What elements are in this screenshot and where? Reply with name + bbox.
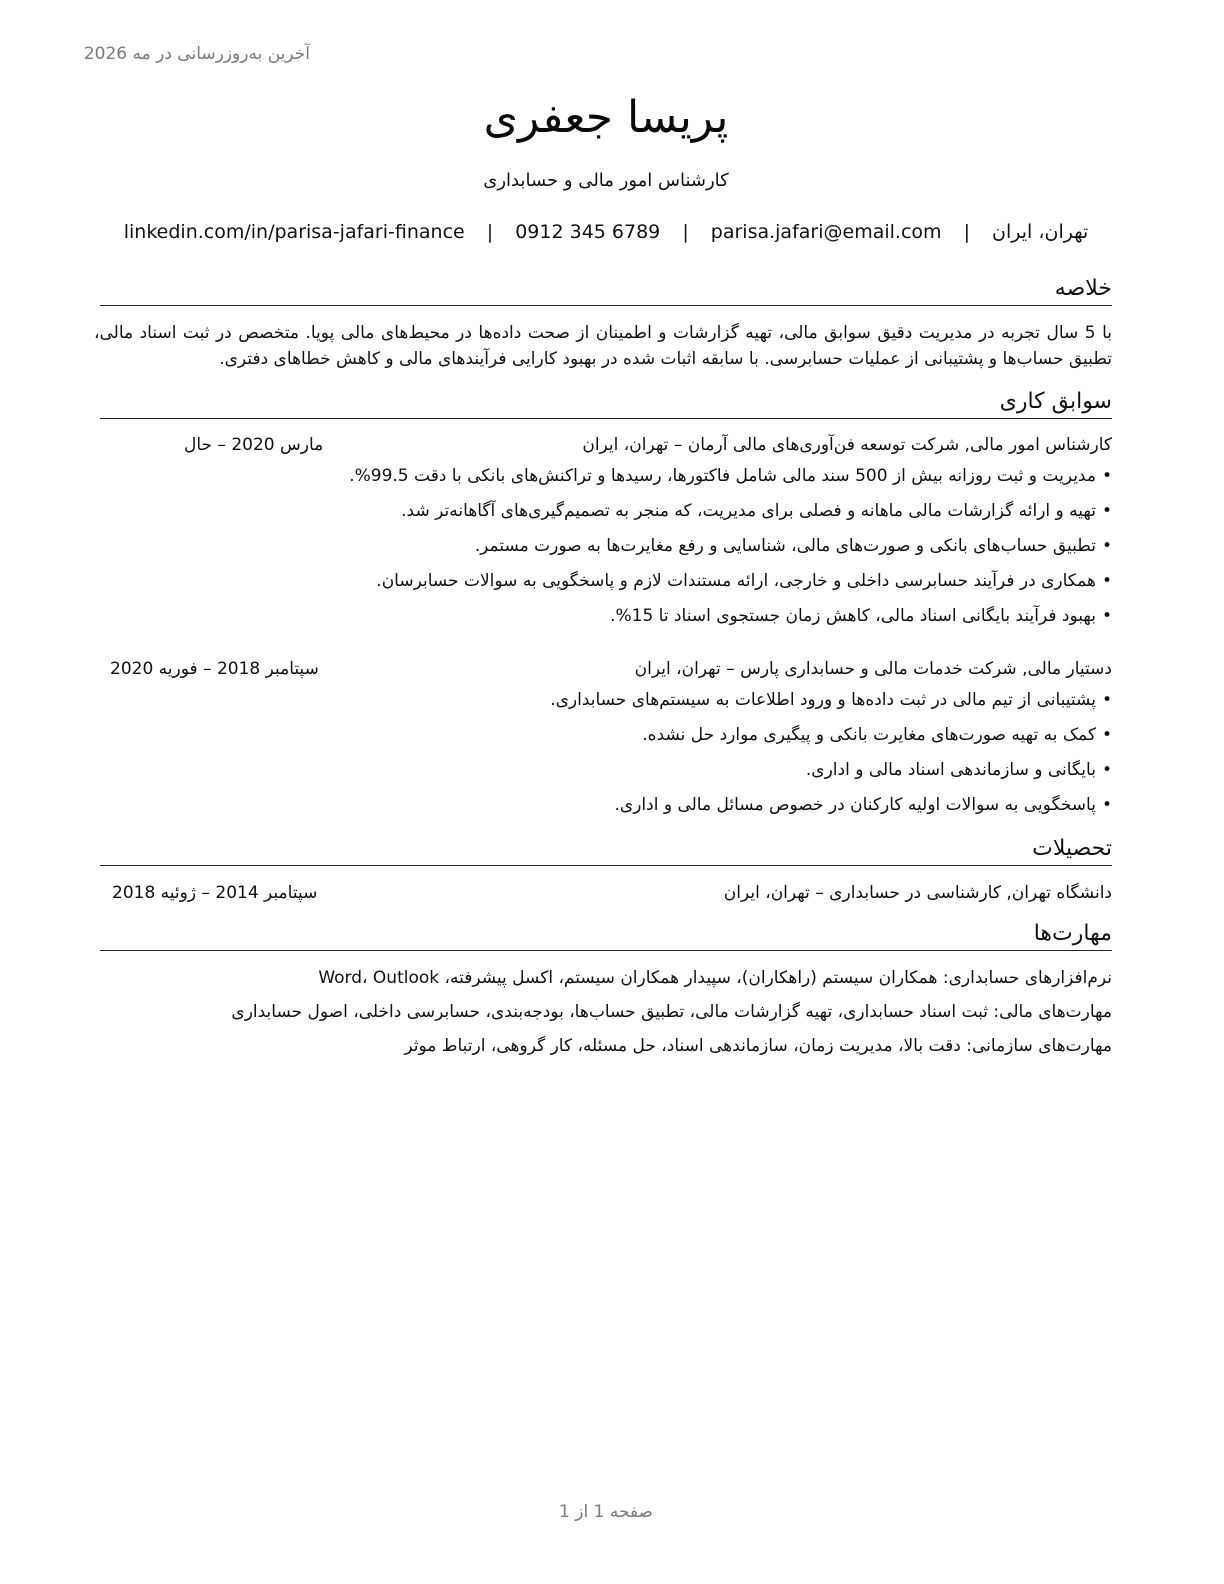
education-row: [100, 881, 1112, 905]
job-dates: مارس 2020 – حال: [184, 435, 324, 455]
list-item: •مدیریت و ثبت روزانه بیش از 500 سند مالی شامل فاکتورها، رسیدها و تراکنش‌های بانکی با دقت 99.5%.: [349, 466, 1112, 486]
bullet-icon: •: [1101, 571, 1112, 591]
job-location: – تهران، ایران: [582, 435, 688, 455]
summary-text: با 5 سال تجربه در مدیریت دقیق سوابق مالی، تهیه گزارشات و اطمینان از صحت داده‌ها در محیط‌های مالی پویا. متخصص در ثبت اسناد مالی، تطبیق حساب‌ها و پشتیبانی از عملیات حسابرسی. با سابقه اثبات شده در بهبود کارایی فرآیندهای مالی و کاهش خطاهای دفتری.: [94, 323, 1112, 369]
bullet-icon: •: [1101, 725, 1112, 745]
job-location: – تهران، ایران: [634, 659, 741, 679]
list-item: •پاسخگویی به سوالات اولیه کارکنان در خصوص مسائل مالی و اداری.: [614, 795, 1112, 815]
list-item: •پشتیبانی از تیم مالی در ثبت داده‌ها و ورود اطلاعات به سیستم‌های حسابداری.: [550, 690, 1112, 710]
job-dates: سپتامبر 2018 – فوریه 2020: [110, 659, 319, 679]
bullet-icon: •: [1101, 760, 1112, 780]
list-item: •تهیه و ارائه گزارشات مالی ماهانه و فصلی برای مدیریت، که منجر به تصمیم‌گیری‌های آگاهانه‌تر شد.: [401, 501, 1112, 521]
contact-location: تهران، ایران: [992, 221, 1089, 243]
list-item: •همکاری در فرآیند حسابرسی داخلی و خارجی، ارائه مستندات لازم و پاسخگویی به سوالات حسابرسان.: [376, 571, 1112, 591]
candidate-title: کارشناس امور مالی و حسابداری: [483, 170, 729, 191]
contact-linkedin[interactable]: linkedin.com/in/parisa-jafari-finance: [123, 221, 465, 243]
section-heading-experience: سوابق کاری: [100, 388, 1112, 419]
skills-list: [100, 966, 1112, 1068]
contact-separator: |: [963, 221, 970, 243]
job-bullets: [100, 464, 1112, 639]
job-header: [100, 657, 1112, 681]
last-updated: آخرین به‌روزرسانی در مه 2026: [83, 44, 310, 64]
contact-separator: |: [486, 221, 494, 243]
contact-line: [100, 221, 1112, 243]
education-dates: سپتامبر 2014 – ژوئیه 2018: [112, 883, 318, 903]
job-role-company: کارشناس امور مالی, شرکت توسعه فن‌آوری‌های مالی آرمان – تهران، ایران: [582, 435, 1112, 455]
job-role-company: دستیار مالی, شرکت خدمات مالی و حسابداری پارس – تهران، ایران: [634, 659, 1112, 679]
bullet-icon: •: [1101, 795, 1112, 815]
skills-line: مهارت‌های سازمانی: دقت بالا، مدیریت زمان، سازماندهی اسناد، حل مسئله، کار گروهی، ارتباط موثر: [404, 1036, 1112, 1056]
bullet-icon: •: [1101, 466, 1112, 486]
candidate-name: پریسا جعفری: [483, 92, 729, 143]
contact-phone: 0912 345 6789: [515, 221, 661, 243]
job-bullets: [100, 688, 1112, 828]
resume-page: [83, 0, 1112, 1584]
skills-line: مهارت‌های مالی: ثبت اسناد حسابداری، تهیه گزارشات مالی، تطبیق حساب‌ها، بودجه‌بندی، حسابرسی داخلی، اصول حسابداری: [231, 1002, 1112, 1022]
education-degree: دانشگاه تهران, کارشناسی در حسابداری – تهران، ایران: [723, 883, 1112, 903]
contact-separator: |: [682, 221, 689, 243]
contact-email[interactable]: parisa.jafari@email.com: [710, 221, 942, 243]
bullet-icon: •: [1101, 690, 1112, 710]
bullet-icon: •: [1101, 501, 1112, 521]
list-item: •بایگانی و سازماندهی اسناد مالی و اداری.: [805, 760, 1112, 780]
education-location: – تهران، ایران: [723, 883, 830, 903]
skills-line: نرم‌افزارهای حسابداری: همکاران سیستم (راهکاران)، سپیدار همکاران سیستم، اکسل پیشرفته، Word، Outlook: [318, 968, 1112, 988]
list-item: •بهبود فرآیند بایگانی اسناد مالی، کاهش زمان جستجوی اسناد تا 15%.: [610, 606, 1112, 626]
list-item: •تطبیق حساب‌های بانکی و صورت‌های مالی، شناسایی و رفع مغایرت‌ها به صورت مستمر.: [474, 536, 1112, 556]
page-number: صفحه 1 از 1: [559, 1502, 653, 1522]
bullet-icon: •: [1101, 536, 1112, 556]
section-heading-skills: مهارت‌ها: [100, 920, 1112, 951]
bullet-icon: •: [1101, 606, 1112, 626]
list-item: •کمک به تهیه صورت‌های مغایرت بانکی و پیگیری موارد حل نشده.: [642, 725, 1112, 745]
section-heading-education: تحصیلات: [100, 835, 1112, 866]
job-header: [100, 433, 1112, 457]
section-heading-summary: خلاصه: [100, 275, 1112, 306]
